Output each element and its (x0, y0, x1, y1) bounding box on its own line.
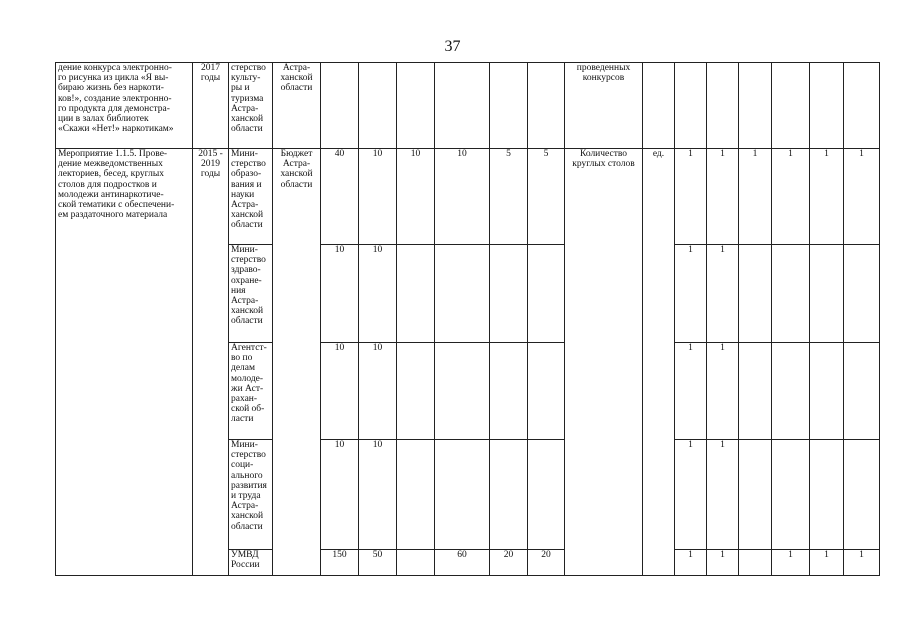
value-cell: 1 (675, 550, 707, 576)
finance-cell (528, 343, 565, 440)
program-table (55, 62, 880, 576)
finance-cell (321, 63, 359, 149)
finance-cell: 5 (490, 149, 528, 245)
executor-cell: стерство культу- ры и туризма Астра- ханской области (229, 63, 273, 149)
finance-cell (397, 63, 435, 149)
finance-cell (435, 63, 490, 149)
page-number: 37 (444, 38, 461, 55)
value-cell (707, 63, 739, 149)
value-cell: 1 (810, 149, 844, 245)
finance-cell: 10 (321, 245, 359, 343)
value-cell (844, 245, 880, 343)
period-cell: 2015 - 2019 годы (193, 149, 229, 576)
executor-cell: Мини- стерство соци- ального развития и труда Астра- ханской области (229, 440, 273, 550)
value-cell: 1 (707, 343, 739, 440)
finance-cell: 10 (397, 149, 435, 245)
finance-cell (397, 550, 435, 576)
finance-source-cell: Бюджет Астра- ханской области (273, 149, 321, 576)
value-cell (810, 63, 844, 149)
finance-cell: 20 (490, 550, 528, 576)
period-cell: 2017 годы (193, 63, 229, 149)
finance-cell (435, 245, 490, 343)
finance-cell: 10 (359, 440, 397, 550)
finance-cell: 10 (359, 149, 397, 245)
executor-cell: Агентст- во по делам молоде- жи Аст- рахан- ской об- ласти (229, 343, 273, 440)
finance-cell (359, 63, 397, 149)
value-cell (772, 245, 810, 343)
value-cell: 1 (675, 440, 707, 550)
value-cell (810, 440, 844, 550)
value-cell: 1 (772, 149, 810, 245)
indicator-name-cell: Количество круглых столов (565, 149, 643, 576)
measure-description-continued: дение конкурса электронно- го рисунка из цикла «Я вы- бираю жизнь без наркоти- ков!», создание электронно- го продукта для демонстра- ции в залах библиотек «Скажи «Нет!» наркотикам» (56, 63, 193, 149)
finance-cell (528, 63, 565, 149)
value-cell: 1 (675, 245, 707, 343)
value-cell (810, 343, 844, 440)
finance-cell (435, 343, 490, 440)
value-cell: 1 (844, 149, 880, 245)
unit-cell (643, 63, 675, 149)
value-cell: 1 (810, 550, 844, 576)
finance-cell: 10 (321, 343, 359, 440)
value-cell (772, 440, 810, 550)
value-cell: 1 (707, 245, 739, 343)
value-cell (739, 550, 772, 576)
unit-cell: ед. (643, 149, 675, 576)
finance-cell: 150 (321, 550, 359, 576)
finance-source-cell: Астра- ханской области (273, 63, 321, 149)
finance-cell (490, 245, 528, 343)
finance-cell: 10 (321, 440, 359, 550)
finance-cell: 10 (359, 245, 397, 343)
value-cell (844, 440, 880, 550)
table-row (56, 149, 880, 245)
finance-cell (490, 63, 528, 149)
finance-cell (490, 343, 528, 440)
finance-cell (435, 440, 490, 550)
finance-cell: 60 (435, 550, 490, 576)
finance-cell: 50 (359, 550, 397, 576)
executor-cell: Мини- стерство образо- вания и науки Астра- ханской области (229, 149, 273, 245)
finance-cell (528, 245, 565, 343)
value-cell: 1 (739, 149, 772, 245)
value-cell (739, 63, 772, 149)
value-cell: 1 (707, 440, 739, 550)
finance-cell: 20 (528, 550, 565, 576)
value-cell: 1 (844, 550, 880, 576)
value-cell: 1 (675, 343, 707, 440)
finance-cell: 10 (435, 149, 490, 245)
finance-cell (397, 343, 435, 440)
value-cell: 1 (707, 550, 739, 576)
finance-cell (397, 440, 435, 550)
value-cell (675, 63, 707, 149)
finance-cell (528, 440, 565, 550)
value-cell (739, 343, 772, 440)
indicator-name-cell: проведенных конкурсов (565, 63, 643, 149)
value-cell (739, 245, 772, 343)
value-cell (772, 343, 810, 440)
finance-cell: 40 (321, 149, 359, 245)
table-row (56, 63, 880, 149)
value-cell (810, 245, 844, 343)
value-cell: 1 (707, 149, 739, 245)
executor-cell: Мини- стерство здраво- охране- ния Астра- ханской области (229, 245, 273, 343)
measure-description: Мероприятие 1.1.5. Прове- дение межведомственных лекториев, бесед, круглых столов для подростков и молодежи антинаркотиче- ской тематики с обеспечени- ем раздаточного материала (56, 149, 193, 576)
value-cell (844, 63, 880, 149)
value-cell: 1 (772, 550, 810, 576)
finance-cell (490, 440, 528, 550)
value-cell (844, 343, 880, 440)
executor-cell: УМВД России (229, 550, 273, 576)
finance-cell: 10 (359, 343, 397, 440)
value-cell (739, 440, 772, 550)
finance-cell: 5 (528, 149, 565, 245)
finance-cell (397, 245, 435, 343)
value-cell: 1 (675, 149, 707, 245)
value-cell (772, 63, 810, 149)
